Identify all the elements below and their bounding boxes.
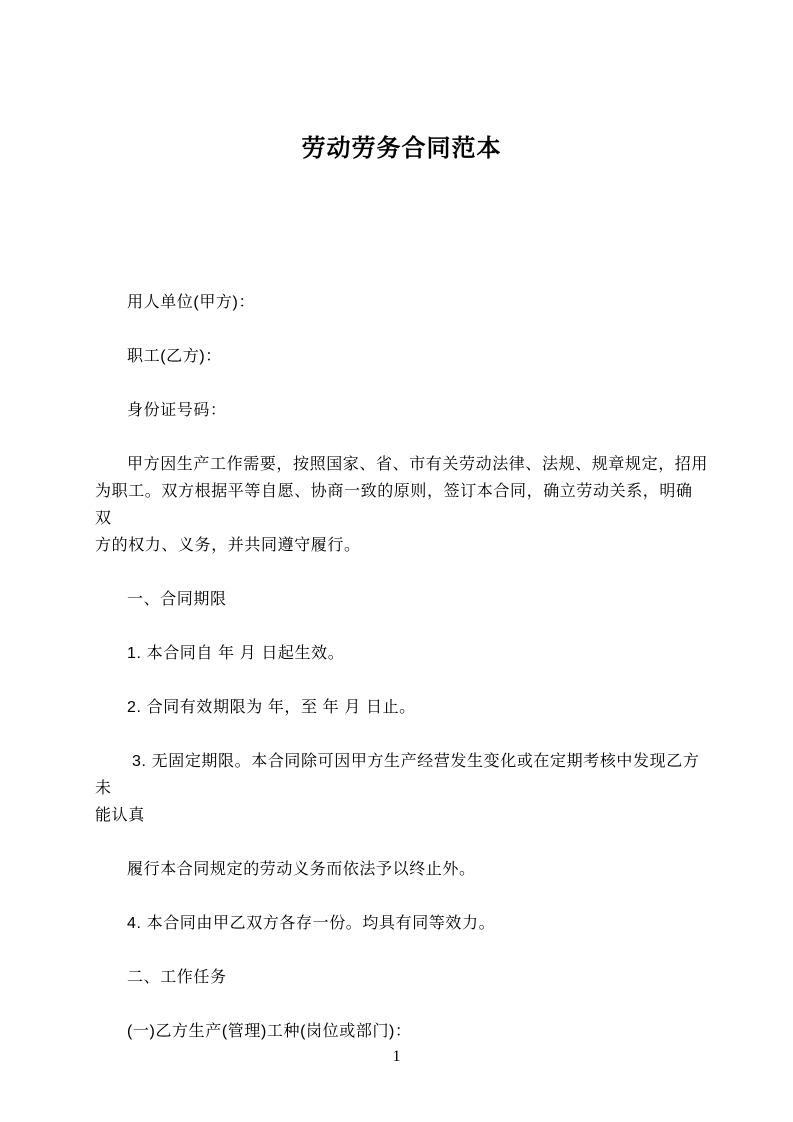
- page-number: 1: [392, 1048, 401, 1065]
- clause-1-2-text: 2. 合同有效期限为 年，至 年 月 日止。: [127, 699, 416, 716]
- document-title: 劳动劳务合同范本: [301, 135, 502, 162]
- section-2-heading-text: 二、工作任务: [127, 969, 227, 986]
- clause-1-3-line-2: 能认真: [95, 807, 145, 824]
- clause-1-3-line-1: 3. 无固定期限。本合同除可因甲方生产经营发生变化或在定期考核中发现乙方未: [95, 753, 700, 797]
- clause-1-4-text: 4. 本合同由甲乙双方各存一份。均具有同等效力。: [127, 915, 496, 932]
- clause-1-3-continuation: [95, 856, 708, 883]
- section-2-heading: [95, 964, 708, 991]
- intro-paragraph-line-3: 方的权力、义务，并共同遵守履行。: [95, 537, 361, 554]
- clause-1-1: [95, 640, 708, 667]
- clause-1-1-text: 1. 本合同自 年 月 日起生效。: [127, 645, 345, 662]
- clause-1-2: [95, 694, 708, 721]
- clause-2-1: [95, 1018, 708, 1045]
- field-id-number-label: 身份证号码：: [127, 402, 227, 419]
- intro-paragraph-line-2: 为职工。双方根据平等自愿、协商一致的原则，签订本合同，确立劳动关系，明确双: [95, 483, 693, 527]
- field-employer-label: 用人单位(甲方)：: [127, 294, 256, 311]
- clause-1-3: [95, 748, 708, 829]
- clause-2-1-text: (一)乙方生产(管理)工种(岗位或部门)：: [127, 1023, 412, 1040]
- intro-paragraph: [95, 451, 708, 559]
- section-1-heading: [95, 586, 708, 613]
- field-employee: [95, 343, 708, 370]
- clause-1-3-continuation-text: 履行本合同规定的劳动义务而依法予以终止外。: [127, 861, 476, 878]
- intro-paragraph-line-1: 甲方因生产工作需要，按照国家、省、市有关劳动法律、法规、规章规定，招用: [127, 456, 709, 473]
- field-id-number: [95, 397, 708, 424]
- field-employee-label: 职工(乙方)：: [127, 348, 222, 365]
- section-1-heading-text: 一、合同期限: [127, 591, 227, 608]
- clause-1-4: [95, 910, 708, 937]
- field-employer: [95, 289, 708, 316]
